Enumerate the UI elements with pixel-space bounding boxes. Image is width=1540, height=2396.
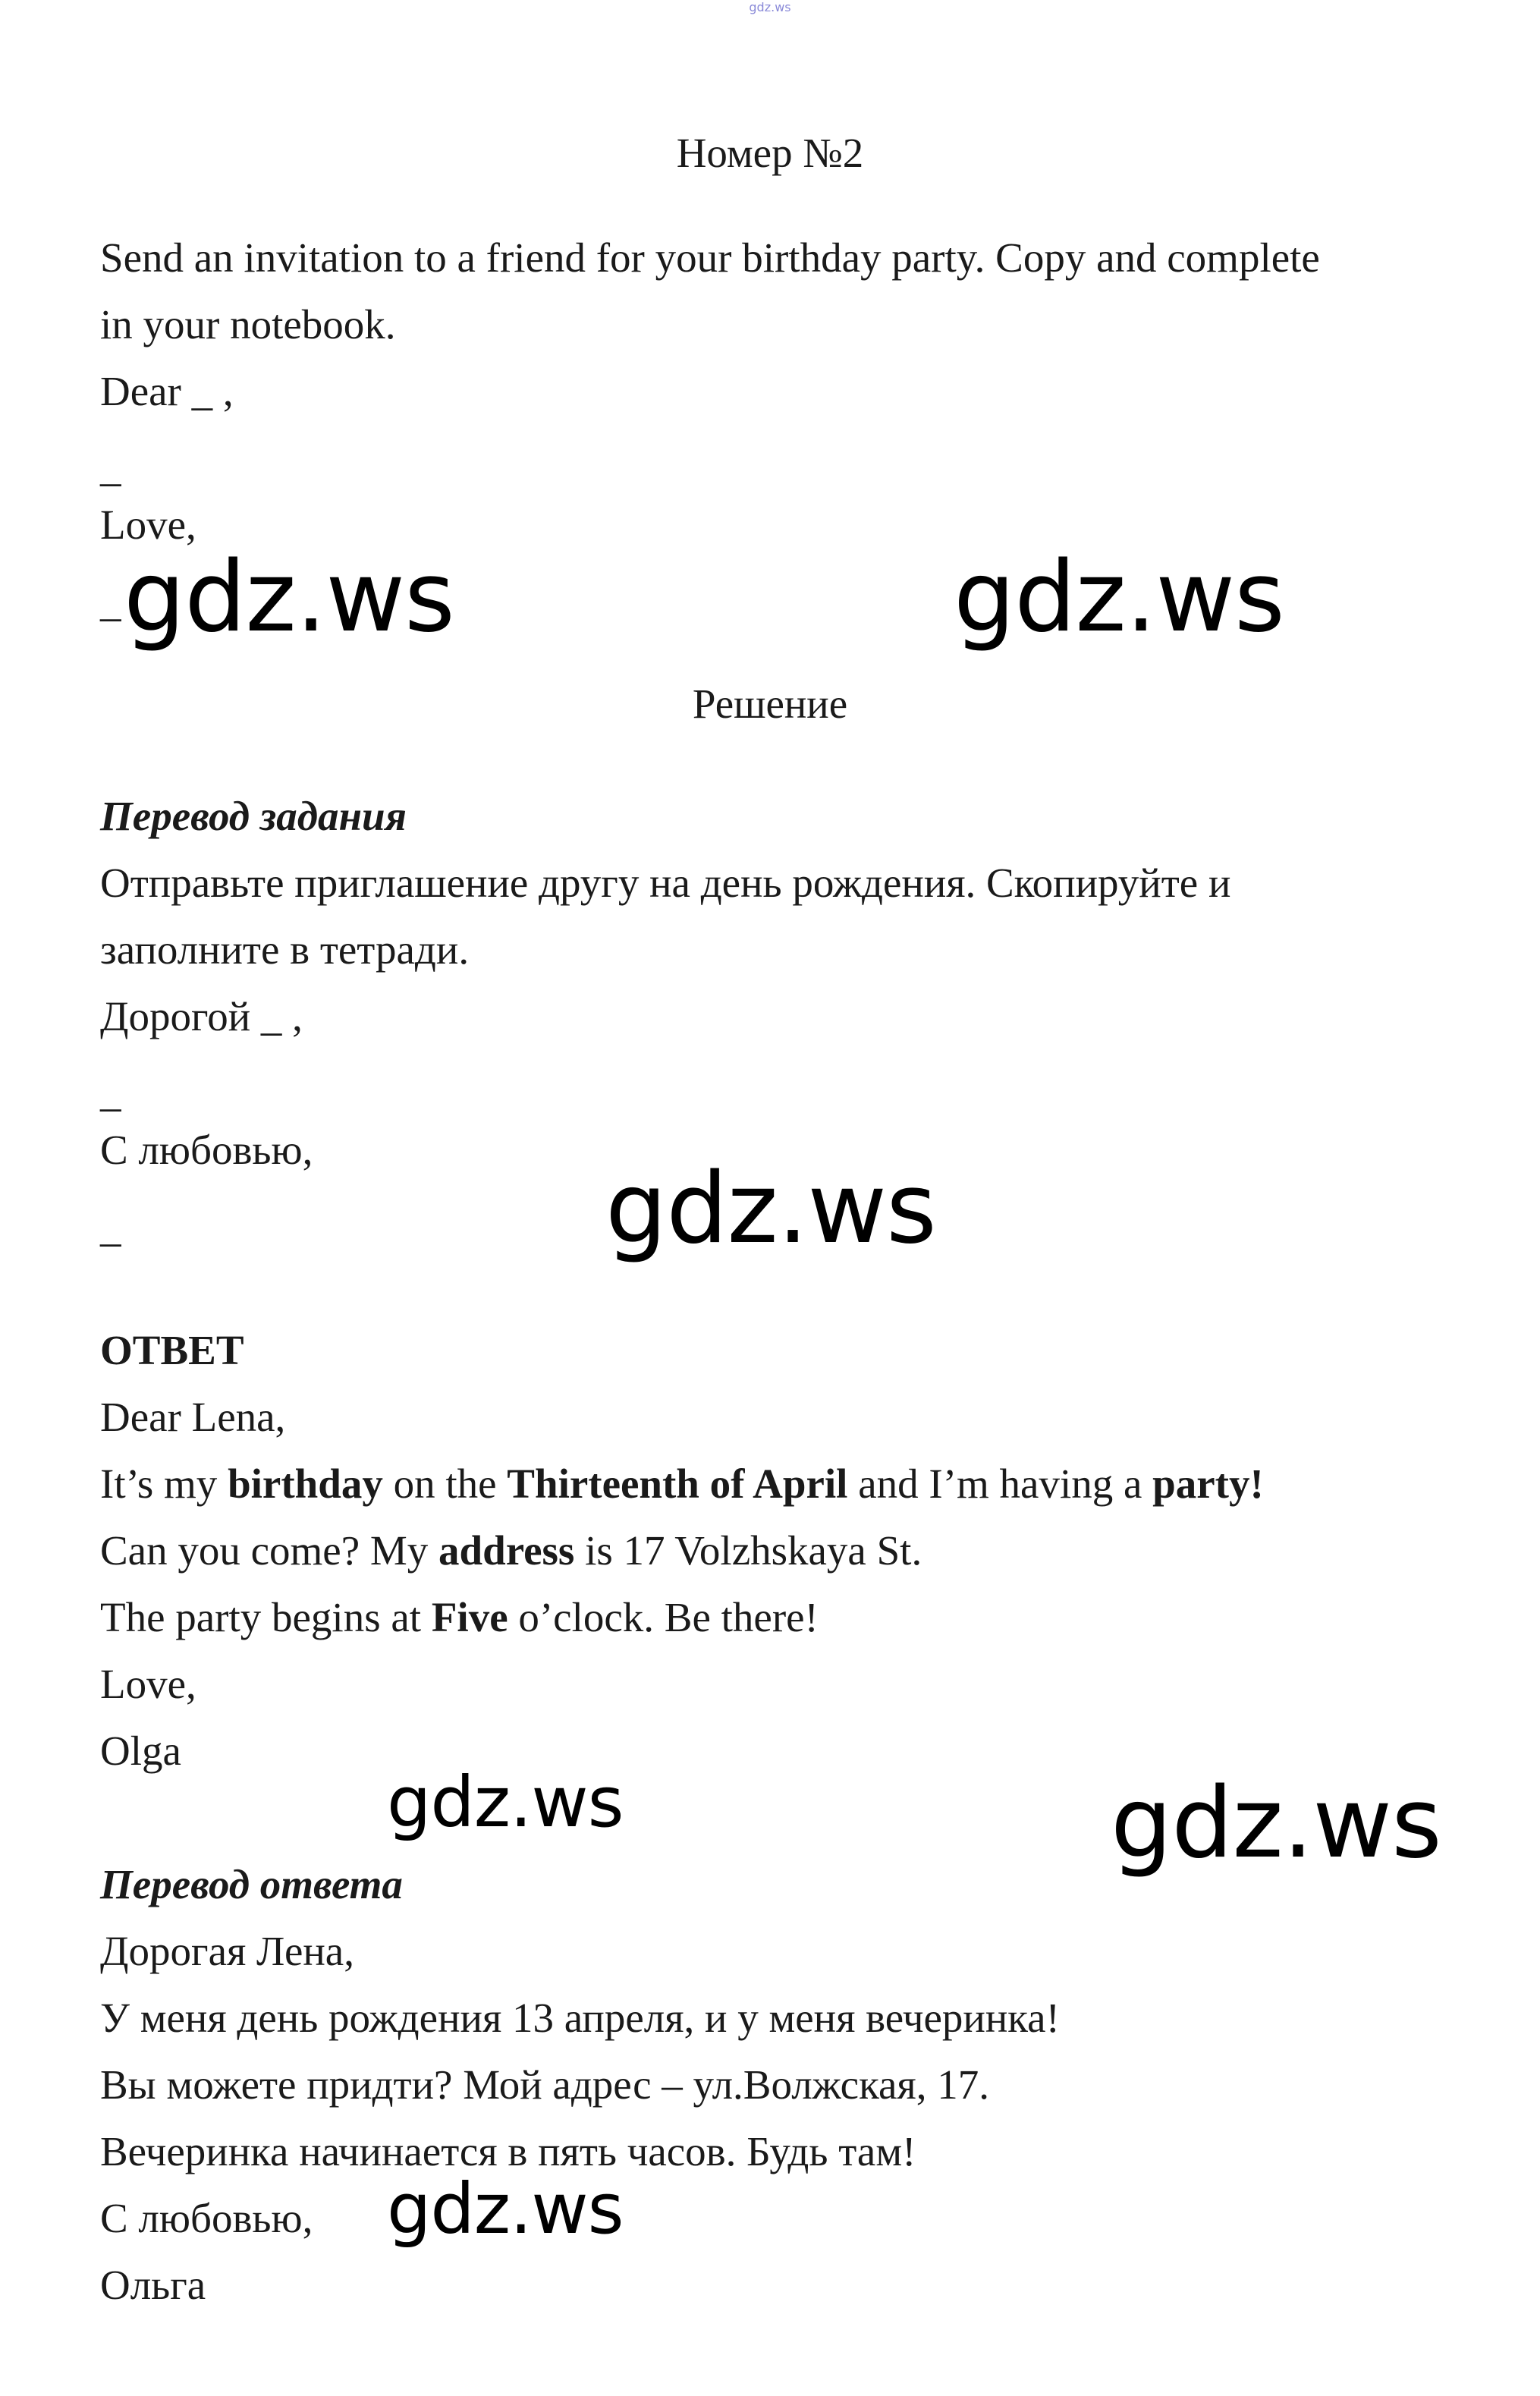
answer-line-2-part-3: and I’m having a bbox=[847, 1461, 1153, 1507]
answer-signature: Olga bbox=[100, 1728, 181, 1774]
header-watermark: gdz.ws bbox=[749, 0, 791, 14]
watermark-2: gdz.ws bbox=[954, 541, 1284, 654]
answer-translation-heading: Перевод ответа bbox=[100, 1861, 403, 1907]
watermark-6: gdz.ws bbox=[387, 2168, 624, 2250]
translation-line-1: Отправьте приглашение другу на день рождения. Скопируйте и bbox=[100, 860, 1231, 906]
answer-greeting: Dear Lena, bbox=[100, 1394, 286, 1440]
page-title: Номер №2 bbox=[676, 130, 864, 176]
answer-keyword-address: address bbox=[438, 1527, 575, 1574]
watermark-1: gdz.ws bbox=[124, 541, 454, 654]
answer-line-2-part-2: on the bbox=[382, 1461, 508, 1507]
answer-translation-signature: Ольга bbox=[100, 2262, 206, 2308]
answer-love: Love, bbox=[100, 1661, 196, 1707]
answer-translation-line-3: Вы можете придти? Мой адрес – ул.Волжская, 17. bbox=[100, 2061, 989, 2108]
task-blank-2: _ bbox=[100, 579, 121, 625]
answer-line-2-part-1: It’s my bbox=[100, 1461, 228, 1507]
translation-dear: Дорогой _ , bbox=[100, 993, 303, 1039]
watermark-5: gdz.ws bbox=[1111, 1767, 1441, 1880]
answer-keyword-date: Thirteenth of April bbox=[507, 1461, 848, 1507]
answer-translation-line-4: Вечеринка начинается в пять часов. Будь там! bbox=[100, 2128, 916, 2174]
translation-love: С любовью, bbox=[100, 1127, 313, 1173]
answer-heading: ОТВЕТ bbox=[100, 1327, 244, 1373]
answer-translation-line-2: У меня день рождения 13 апреля, и у меня вечеринка! bbox=[100, 1995, 1060, 2041]
translation-line-2: заполните в тетради. bbox=[100, 926, 470, 973]
watermark-4: gdz.ws bbox=[387, 1762, 624, 1843]
answer-translation-greeting: Дорогая Лена, bbox=[100, 1928, 354, 1974]
task-text-line-1: Send an invitation to a friend for your birthday party. Copy and complete bbox=[100, 234, 1320, 281]
translation-blank-1: _ bbox=[100, 1069, 121, 1115]
translation-heading: Перевод задания bbox=[100, 793, 407, 839]
answer-line-4 bbox=[100, 1596, 819, 1638]
task-text-line-2: in your notebook. bbox=[100, 301, 396, 347]
answer-line-4-part-2: o’clock. Be there! bbox=[508, 1594, 819, 1640]
solution-heading: Решение bbox=[692, 681, 848, 727]
translation-blank-2: _ bbox=[100, 1204, 121, 1250]
answer-line-3 bbox=[100, 1527, 922, 1574]
answer-line-2 bbox=[100, 1463, 1264, 1505]
task-blank-1: _ bbox=[100, 444, 121, 490]
answer-keyword-time: Five bbox=[431, 1594, 508, 1640]
answer-line-3-part-1: Can you come? My bbox=[100, 1527, 439, 1574]
answer-keyword-birthday: birthday bbox=[228, 1461, 383, 1507]
task-love: Love, bbox=[100, 502, 196, 548]
answer-translation-love: С любовью, bbox=[100, 2195, 313, 2241]
answer-keyword-party: party! bbox=[1152, 1461, 1264, 1507]
watermark-3: gdz.ws bbox=[605, 1152, 936, 1266]
answer-line-4-part-1: The party begins at bbox=[100, 1594, 432, 1640]
answer-line-3-part-2: is 17 Volzhskaya St. bbox=[574, 1527, 922, 1574]
task-dear: Dear _ , bbox=[100, 368, 234, 414]
